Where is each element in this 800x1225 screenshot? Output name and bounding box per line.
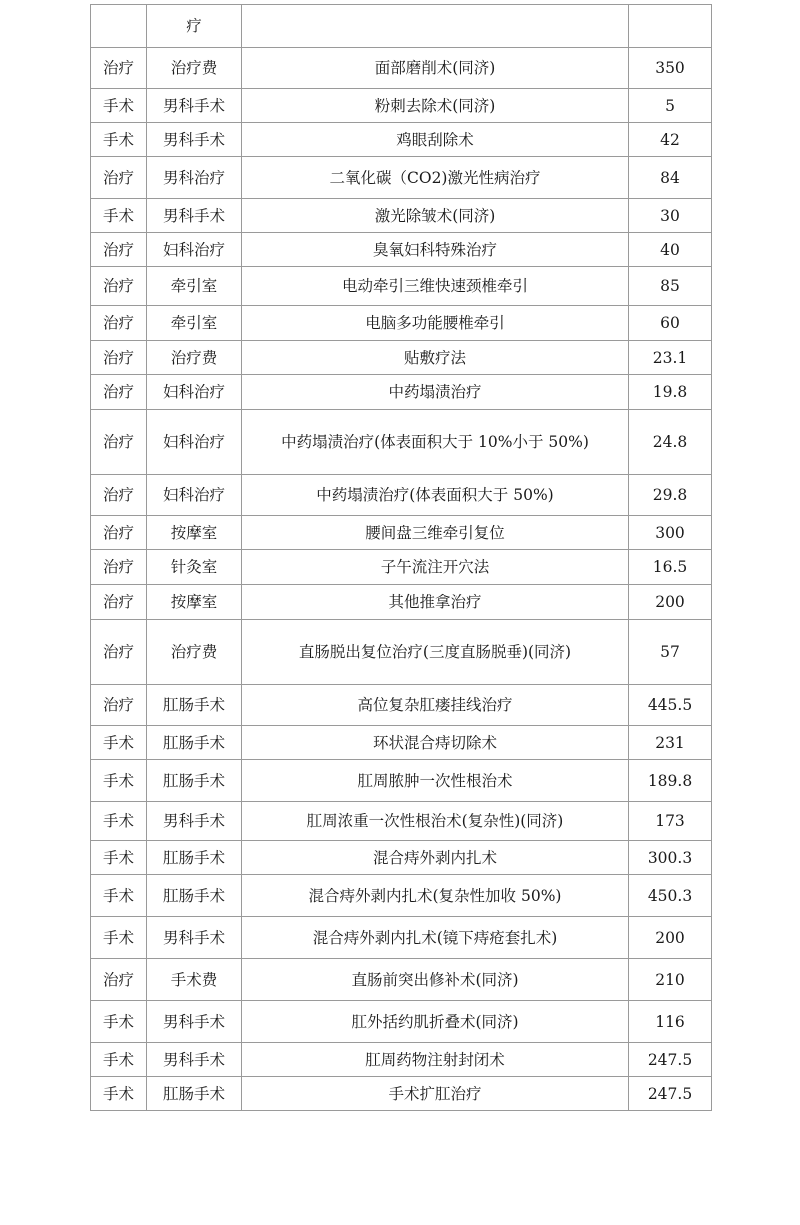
cell-type: 治疗 [91,959,147,1001]
cell-price: 24.8 [629,410,712,475]
cell-dept: 牵引室 [147,267,242,306]
cell-price: 57 [629,620,712,685]
table-row [91,875,712,917]
cell-type: 治疗 [91,550,147,585]
table-row [91,550,712,585]
cell-dept: 治疗费 [147,620,242,685]
cell-item: 电脑多功能腰椎牵引 [242,306,629,341]
cell-price: 42 [629,123,712,157]
cell-type: 治疗 [91,341,147,375]
cell-type: 治疗 [91,585,147,620]
cell-type: 治疗 [91,157,147,199]
cell-dept: 肛肠手术 [147,726,242,760]
table-row [91,585,712,620]
cell-item: 手术扩肛治疗 [242,1077,629,1111]
cell-type: 手术 [91,1077,147,1111]
cell-item: 中药塌渍治疗(体表面积大于 10%小于 50%) [242,410,629,475]
cell-type: 治疗 [91,516,147,550]
cell-dept: 妇科治疗 [147,410,242,475]
cell-item: 激光除皱术(同济) [242,199,629,233]
cell-type: 手术 [91,1001,147,1043]
table-row [91,1001,712,1043]
table-row [91,620,712,685]
cell-price: 60 [629,306,712,341]
cell-type: 手术 [91,89,147,123]
cell-item: 鸡眼刮除术 [242,123,629,157]
cell-price: 16.5 [629,550,712,585]
table-row [91,726,712,760]
cell-dept: 牵引室 [147,306,242,341]
cell-dept: 男科手术 [147,917,242,959]
cell-dept: 肛肠手术 [147,685,242,726]
cell-item: 环状混合痔切除术 [242,726,629,760]
cell-price: 300.3 [629,841,712,875]
table-row [91,516,712,550]
cell-dept: 疗 [147,5,242,48]
cell-price: 116 [629,1001,712,1043]
cell-item: 其他推拿治疗 [242,585,629,620]
cell-type: 手术 [91,726,147,760]
cell-price: 173 [629,802,712,841]
cell-item: 贴敷疗法 [242,341,629,375]
cell-item: 肛周脓肿一次性根治术 [242,760,629,802]
cell-price: 450.3 [629,875,712,917]
cell-dept: 男科手术 [147,199,242,233]
table-row [91,475,712,516]
cell-price: 200 [629,917,712,959]
cell-price: 247.5 [629,1043,712,1077]
table-row [91,199,712,233]
cell-type: 治疗 [91,48,147,89]
cell-price: 231 [629,726,712,760]
cell-price: 5 [629,89,712,123]
cell-item: 电动牵引三维快速颈椎牵引 [242,267,629,306]
cell-item: 高位复杂肛瘘挂线治疗 [242,685,629,726]
cell-price: 30 [629,199,712,233]
table-row [91,5,712,48]
table-row [91,48,712,89]
table-row [91,841,712,875]
cell-type: 手术 [91,199,147,233]
cell-type: 治疗 [91,375,147,410]
cell-price: 40 [629,233,712,267]
cell-type: 治疗 [91,267,147,306]
cell-type: 手术 [91,123,147,157]
table-row [91,410,712,475]
cell-price: 19.8 [629,375,712,410]
table-row [91,917,712,959]
table-row [91,341,712,375]
cell-dept: 妇科治疗 [147,233,242,267]
cell-item: 直肠脱出复位治疗(三度直肠脱垂)(同济) [242,620,629,685]
cell-type: 手术 [91,875,147,917]
cell-type: 治疗 [91,233,147,267]
table-row [91,1077,712,1111]
cell-price: 300 [629,516,712,550]
cell-type: 手术 [91,841,147,875]
cell-price: 210 [629,959,712,1001]
cell-item: 面部磨削术(同济) [242,48,629,89]
cell-item: 子午流注开穴法 [242,550,629,585]
cell-item: 肛周浓重一次性根治术(复杂性)(同济) [242,802,629,841]
cell-type: 手术 [91,760,147,802]
cell-dept: 治疗费 [147,48,242,89]
cell-type: 治疗 [91,306,147,341]
cell-dept: 针灸室 [147,550,242,585]
cell-dept: 肛肠手术 [147,841,242,875]
cell-item: 肛周药物注射封闭术 [242,1043,629,1077]
cell-item: 中药塌渍治疗 [242,375,629,410]
cell-type: 治疗 [91,410,147,475]
cell-price: 84 [629,157,712,199]
cell-item: 腰间盘三维牵引复位 [242,516,629,550]
cell-price: 85 [629,267,712,306]
cell-price [629,5,712,48]
cell-price: 189.8 [629,760,712,802]
cell-item: 中药塌渍治疗(体表面积大于 50%) [242,475,629,516]
cell-dept: 治疗费 [147,341,242,375]
cell-dept: 肛肠手术 [147,1077,242,1111]
cell-item: 肛外括约肌折叠术(同济) [242,1001,629,1043]
cell-dept: 男科治疗 [147,157,242,199]
cell-item [242,5,629,48]
cell-type: 手术 [91,802,147,841]
cell-item: 直肠前突出修补术(同济) [242,959,629,1001]
cell-item: 二氧化碳（CO2)激光性病治疗 [242,157,629,199]
table-row [91,306,712,341]
cell-price: 200 [629,585,712,620]
table-row [91,1043,712,1077]
cell-type: 手术 [91,917,147,959]
cell-item: 臭氧妇科特殊治疗 [242,233,629,267]
cell-dept: 手术费 [147,959,242,1001]
cell-dept: 妇科治疗 [147,475,242,516]
table-row [91,802,712,841]
cell-dept: 按摩室 [147,585,242,620]
cell-type: 治疗 [91,620,147,685]
cell-type: 手术 [91,1043,147,1077]
cell-type [91,5,147,48]
cell-dept: 男科手术 [147,1043,242,1077]
cell-type: 治疗 [91,475,147,516]
cell-dept: 肛肠手术 [147,760,242,802]
table-row [91,760,712,802]
cell-price: 445.5 [629,685,712,726]
table-row [91,157,712,199]
fee-table-body [91,5,712,1111]
cell-item: 混合痔外剥内扎术(复杂性加收 50%) [242,875,629,917]
table-row [91,375,712,410]
cell-price: 23.1 [629,341,712,375]
table-row [91,233,712,267]
cell-dept: 妇科治疗 [147,375,242,410]
cell-price: 247.5 [629,1077,712,1111]
cell-item: 混合痔外剥内扎术 [242,841,629,875]
table-row [91,267,712,306]
fee-table [90,4,712,1111]
table-row [91,89,712,123]
cell-dept: 按摩室 [147,516,242,550]
cell-dept: 男科手术 [147,802,242,841]
cell-dept: 肛肠手术 [147,875,242,917]
cell-price: 29.8 [629,475,712,516]
cell-dept: 男科手术 [147,1001,242,1043]
cell-type: 治疗 [91,685,147,726]
table-row [91,123,712,157]
cell-dept: 男科手术 [147,123,242,157]
table-row [91,685,712,726]
cell-price: 350 [629,48,712,89]
cell-dept: 男科手术 [147,89,242,123]
table-row [91,959,712,1001]
cell-item: 粉刺去除术(同济) [242,89,629,123]
cell-item: 混合痔外剥内扎术(镜下痔疮套扎术) [242,917,629,959]
